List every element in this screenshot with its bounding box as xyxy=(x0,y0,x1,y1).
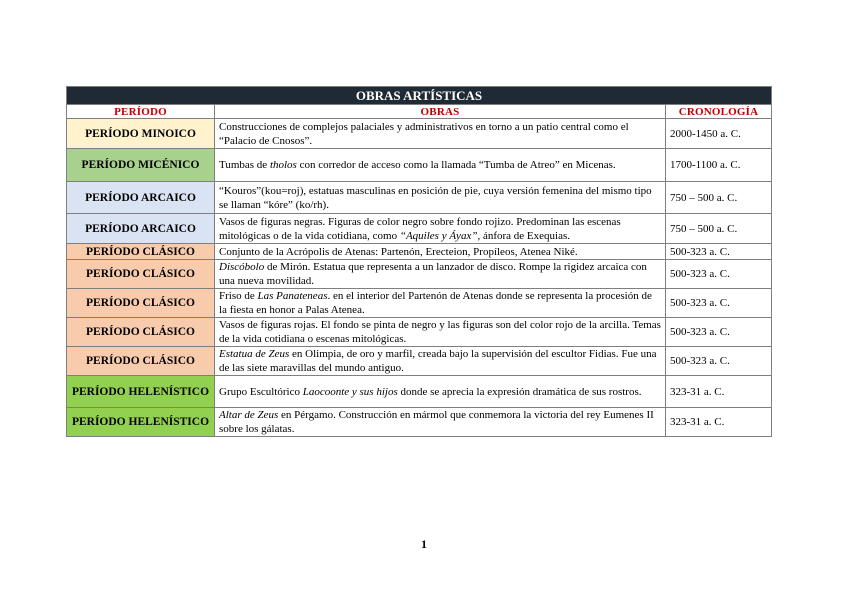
period-cell: PERÍODO CLÁSICO xyxy=(67,260,215,289)
table-row xyxy=(67,408,772,437)
table-row xyxy=(67,347,772,376)
table-row xyxy=(67,182,772,214)
works-cell xyxy=(215,149,666,182)
works-cell xyxy=(215,408,666,437)
table-title-row xyxy=(67,87,772,105)
table-row xyxy=(67,119,772,149)
works-cell xyxy=(215,119,666,149)
header-works: OBRAS xyxy=(215,105,666,119)
works-cell xyxy=(215,318,666,347)
chronology-cell: 750 – 500 a. C. xyxy=(666,182,772,214)
works-italic-text: Laocoonte y sus hijos xyxy=(302,385,398,398)
works-text: “Kouros”(kou=roj), estatuas masculinas en posición de pie, cuya versión femenina del mismo tipo se llaman “kóre” (ko/rh). xyxy=(219,184,652,211)
table-row xyxy=(67,318,772,347)
works-italic-text: Estatua de Zeus xyxy=(219,348,290,360)
page-number: 1 xyxy=(421,537,427,551)
works-table xyxy=(66,86,772,437)
chronology-cell: 500-323 a. C. xyxy=(666,318,772,347)
works-italic-text: tholos xyxy=(269,159,297,171)
works-text: Vasos de figuras negras. Figuras de color negro sobre fondo rojizo. Predominan las escenas mitológicas o de la vida cotidiana, como xyxy=(219,215,621,242)
chronology-cell: 500-323 a. C. xyxy=(666,244,772,260)
period-cell: PERÍODO ARCAICO xyxy=(67,214,215,244)
works-italic-text: Altar de Zeus xyxy=(219,409,279,421)
works-text: en Olimpia, de oro y marfil, creada bajo la supervisión del escultor Fidias. Fue una de las siete maravillas del mundo antiguo. xyxy=(219,348,657,374)
works-italic-text: Las Panateneas xyxy=(257,290,328,302)
table-row xyxy=(67,376,772,408)
works-cell xyxy=(215,347,666,376)
chronology-cell: 323-31 a. C. xyxy=(666,376,772,408)
works-text: de Mirón. Estatua que representa a un lanzador de disco. Rompe la rigidez arcaica con una nueva movilidad. xyxy=(219,261,647,287)
chronology-cell: 750 – 500 a. C. xyxy=(666,214,772,244)
period-cell: PERÍODO HELENÍSTICO xyxy=(67,376,215,408)
table-row xyxy=(67,214,772,244)
works-text: , ánfora de Exequias. xyxy=(477,229,570,242)
period-cell: PERÍODO HELENÍSTICO xyxy=(67,408,215,437)
chronology-cell: 500-323 a. C. xyxy=(666,260,772,289)
period-cell: PERÍODO MICÉNICO xyxy=(67,149,215,182)
period-cell: PERÍODO CLÁSICO xyxy=(67,244,215,260)
works-text: Tumbas de xyxy=(219,159,270,171)
period-cell: PERÍODO MINOICO xyxy=(67,119,215,149)
works-text: Grupo Escultórico xyxy=(219,385,303,398)
chronology-cell: 500-323 a. C. xyxy=(666,289,772,318)
period-cell: PERÍODO CLÁSICO xyxy=(67,347,215,376)
works-text: Construcciones de complejos palaciales y administrativos en torno a un patio central como el “Palacio de Cnosos”. xyxy=(219,120,629,147)
works-italic-text: “Aquiles y Áyax” xyxy=(399,229,478,242)
works-cell xyxy=(215,214,666,244)
works-text: en Pérgamo. Construcción en mármol que conmemora la victoria del rey Eumenes II sobre los gálatas. xyxy=(219,409,654,435)
works-italic-text: Discóbolo xyxy=(219,261,265,273)
table-row xyxy=(67,289,772,318)
works-text: con corredor de acceso como la llamada “Tumba de Atreo” en Micenas. xyxy=(296,159,616,171)
table-header-row xyxy=(67,105,772,119)
works-text: . en el interior del Partenón de Atenas donde se representa la procesión de la fiesta en honor a Palas Atenea. xyxy=(219,290,652,316)
header-chronology: CRONOLOGÍA xyxy=(666,105,772,119)
works-cell xyxy=(215,260,666,289)
chronology-cell: 323-31 a. C. xyxy=(666,408,772,437)
works-cell xyxy=(215,244,666,260)
works-text: donde se aprecia la expresión dramática de sus rostros. xyxy=(397,385,642,398)
works-text: Friso de xyxy=(219,290,258,302)
table-row xyxy=(67,244,772,260)
header-period: PERÍODO xyxy=(67,105,215,119)
works-text: Vasos de figuras rojas. El fondo se pinta de negro y las figuras son del color rojo de la arcilla. Temas de la vida cotidiana o escenas mitológicas. xyxy=(219,319,661,345)
chronology-cell: 2000-1450 a. C. xyxy=(666,119,772,149)
table-row xyxy=(67,149,772,182)
chronology-cell: 1700-1100 a. C. xyxy=(666,149,772,182)
works-cell xyxy=(215,182,666,214)
works-text: Conjunto de la Acrópolis de Atenas: Partenón, Erecteion, Propíleos, Atenea Niké. xyxy=(219,245,578,258)
table-row xyxy=(67,260,772,289)
works-cell xyxy=(215,289,666,318)
period-cell: PERÍODO ARCAICO xyxy=(67,182,215,214)
works-cell xyxy=(215,376,666,408)
period-cell: PERÍODO CLÁSICO xyxy=(67,289,215,318)
period-cell: PERÍODO CLÁSICO xyxy=(67,318,215,347)
table-title: OBRAS ARTÍSTICAS xyxy=(67,87,772,105)
chronology-cell: 500-323 a. C. xyxy=(666,347,772,376)
